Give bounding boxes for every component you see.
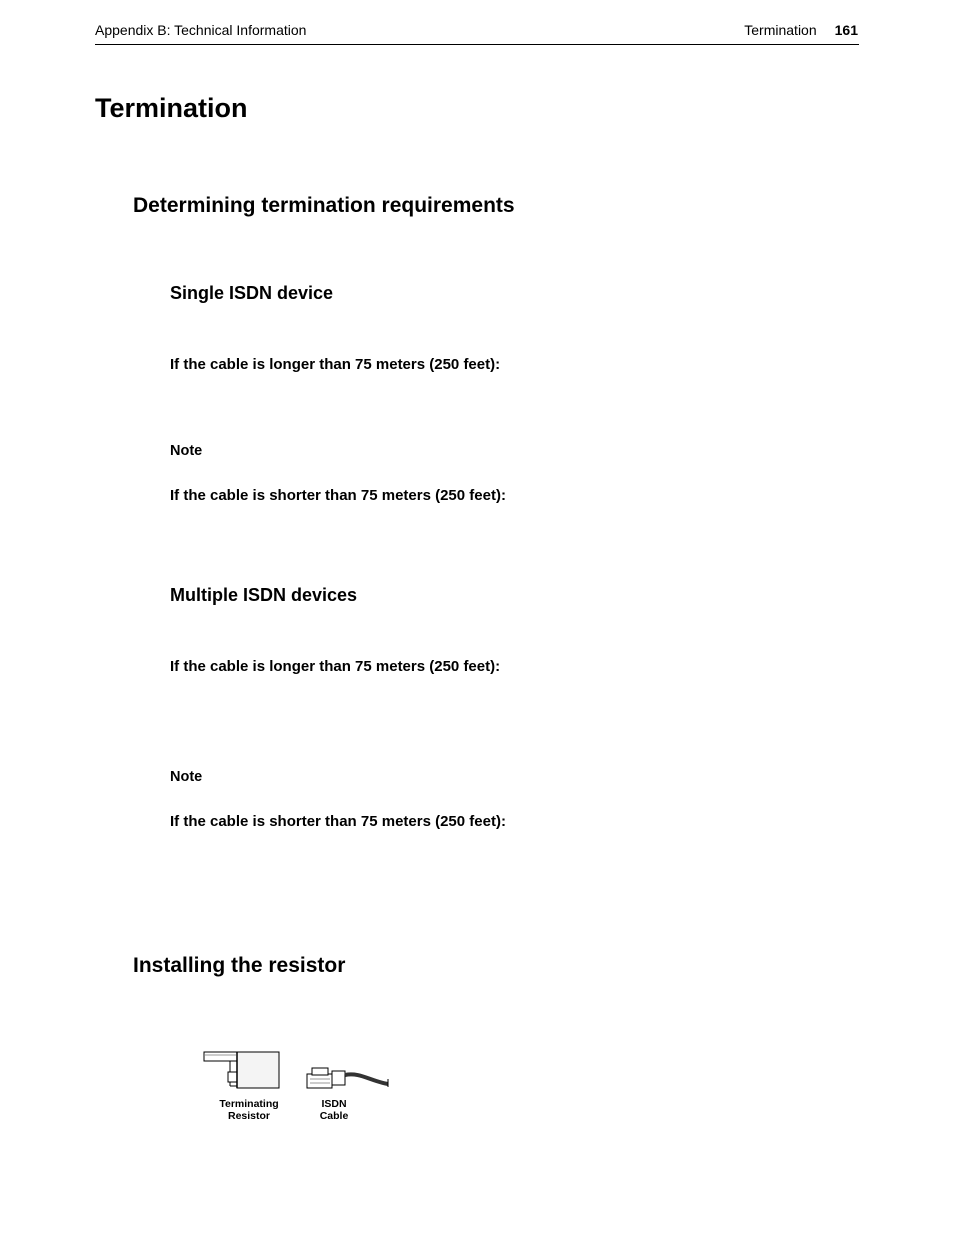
header-right: [744, 22, 858, 38]
single-shorter-lead: If the cable is shorter than 75 meters (250 feet):: [170, 487, 506, 504]
cable-caption-line1: ISDN: [321, 1098, 347, 1110]
page-title: Termination: [95, 93, 248, 123]
multiple-shorter-lead: If the cable is shorter than 75 meters (250 feet):: [170, 813, 506, 830]
page-number: 161: [834, 22, 858, 38]
cable-caption-line2: Cable: [319, 1110, 349, 1122]
single-note-label: Note: [170, 443, 203, 459]
multiple-note-label: Note: [170, 769, 203, 785]
resistor-caption: [214, 1098, 284, 1122]
subsection-heading-multiple: Multiple ISDN devices: [170, 585, 358, 605]
header-topic: Termination: [744, 22, 817, 38]
running-header: [95, 22, 306, 38]
resistor-figure: [200, 1048, 390, 1128]
terminating-resistor-icon: [200, 1048, 390, 1096]
subsection-heading-single: Single ISDN device: [170, 283, 334, 303]
multiple-longer-lead: If the cable is longer than 75 meters (250 feet):: [170, 658, 501, 675]
section-heading-determining: Determining termination requirements: [133, 194, 515, 217]
header-section: Appendix B: Technical Information: [95, 22, 307, 38]
header-rule: [95, 44, 859, 45]
isdn-cable-icon: [307, 1068, 388, 1088]
cable-caption: [310, 1098, 358, 1122]
resistor-caption-line1: Terminating: [219, 1098, 279, 1110]
single-longer-lead: If the cable is longer than 75 meters (250 feet):: [170, 356, 501, 373]
section-heading-installing: Installing the resistor: [133, 954, 346, 977]
resistor-caption-line2: Resistor: [227, 1110, 270, 1122]
